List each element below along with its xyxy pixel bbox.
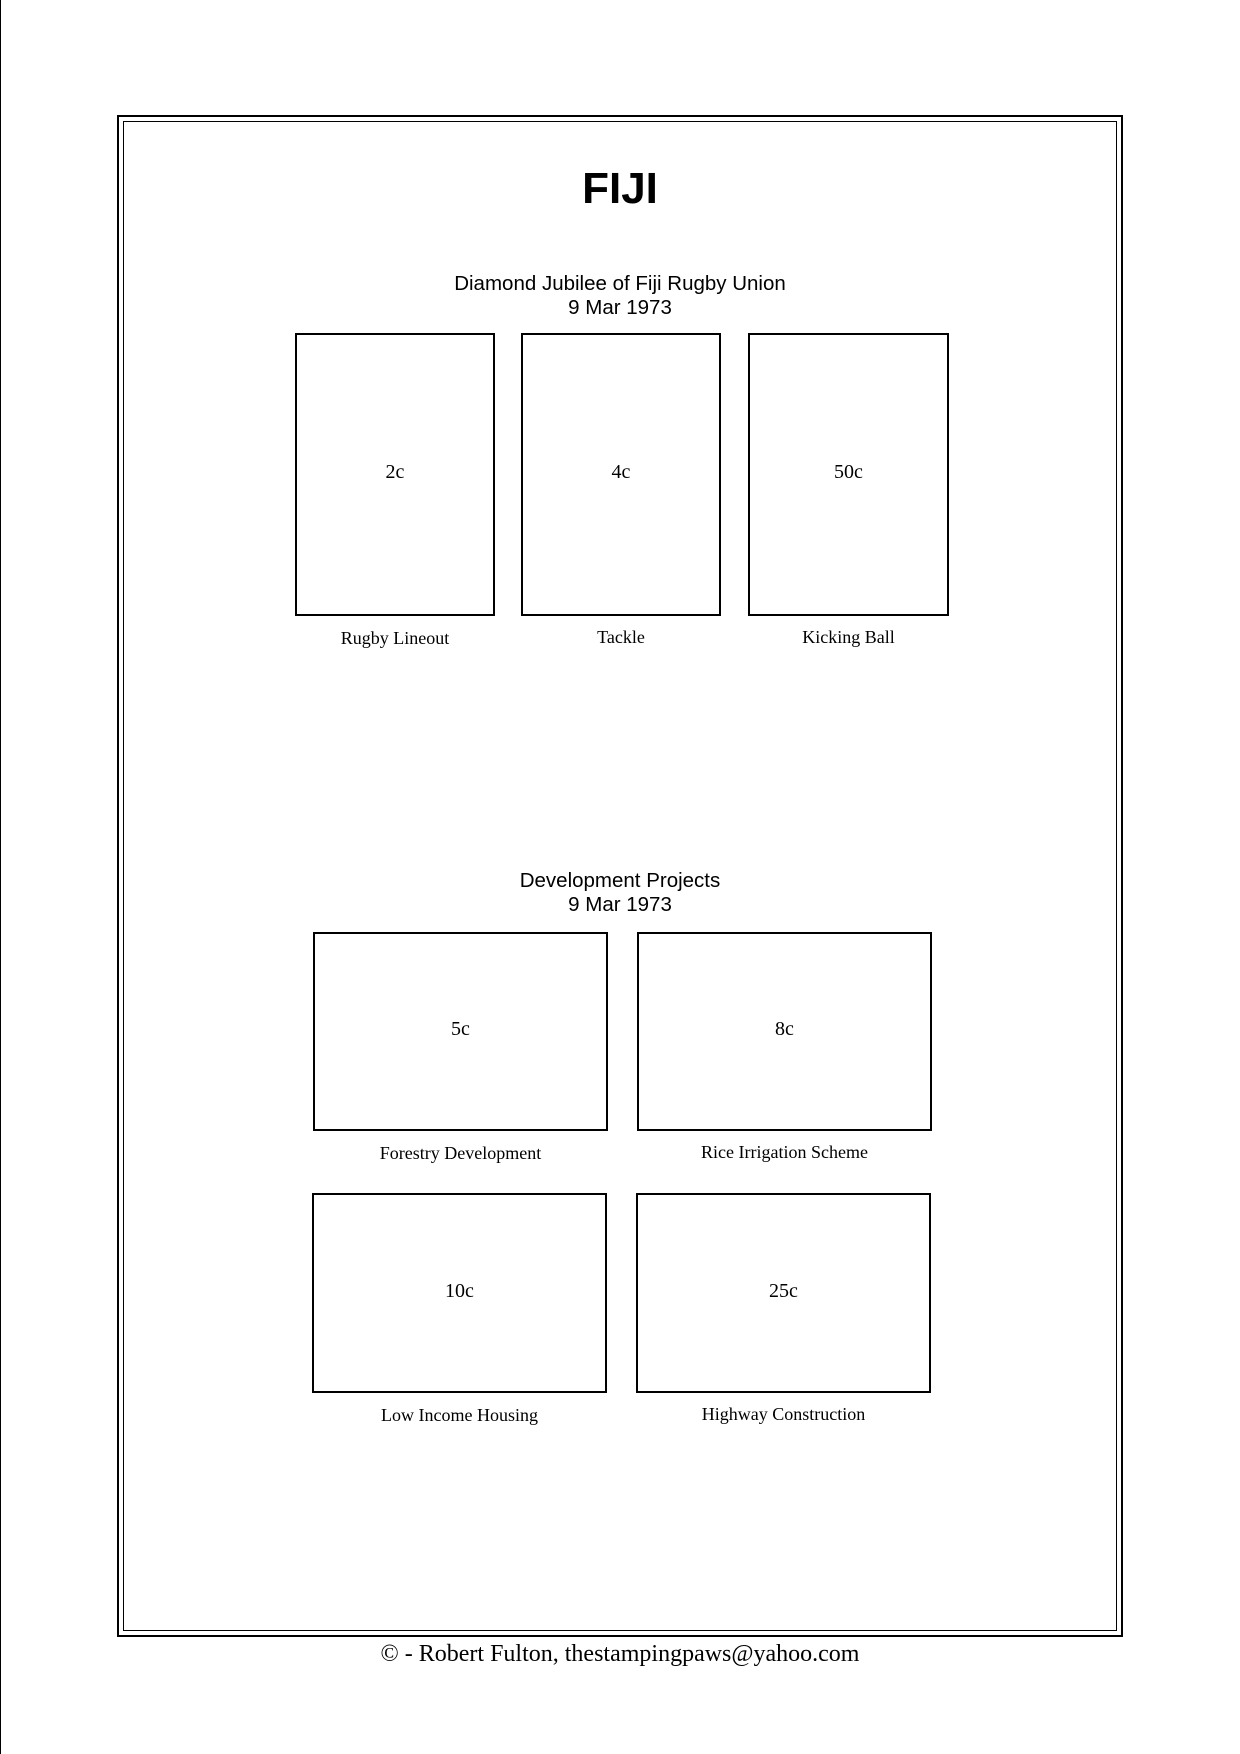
copyright-footer: © - Robert Fulton, thestampingpaws@yahoo.com: [380, 1641, 860, 1667]
stamp-box-kicking-ball: [748, 333, 949, 616]
stamp-caption: Forestry Development: [379, 1143, 542, 1163]
stamp-box-rice-irrigation: [637, 932, 932, 1131]
page-title: FIJI: [582, 164, 658, 213]
section-title: Development Projects: [519, 869, 721, 892]
stamp-denomination: 25c: [769, 1279, 798, 1302]
section-date: 9 Mar 1973: [568, 296, 672, 319]
stamp-denomination: 50c: [834, 461, 863, 483]
stamp-denomination: 5c: [451, 1018, 470, 1040]
stamp-caption: Rugby Lineout: [340, 628, 450, 648]
stamp-caption: Low Income Housing: [381, 1405, 538, 1425]
section-date: 9 Mar 1973: [568, 893, 672, 916]
stamp-denomination: 8c: [775, 1018, 794, 1040]
stamp-denomination: 10c: [445, 1279, 474, 1302]
stamp-box-highway: [636, 1193, 931, 1393]
stamp-caption: Rice Irrigation Scheme: [701, 1142, 868, 1162]
stamp-caption: Kicking Ball: [802, 627, 895, 647]
section-heading-development: [0, 869, 1240, 917]
stamp-box-low-income-housing: [312, 1193, 607, 1393]
stamp-denomination: 2c: [385, 461, 405, 483]
stamp-caption: Highway Construction: [701, 1404, 866, 1424]
stamp-box-tackle: [521, 333, 721, 616]
stamp-caption: Tackle: [597, 627, 645, 647]
section-title: Diamond Jubilee of Fiji Rugby Union: [454, 272, 786, 295]
stamp-box-forestry: [313, 932, 608, 1131]
stamp-box-rugby-lineout: [295, 333, 495, 616]
stamp-denomination: 4c: [611, 461, 631, 483]
section-heading-rugby: [0, 272, 1240, 320]
